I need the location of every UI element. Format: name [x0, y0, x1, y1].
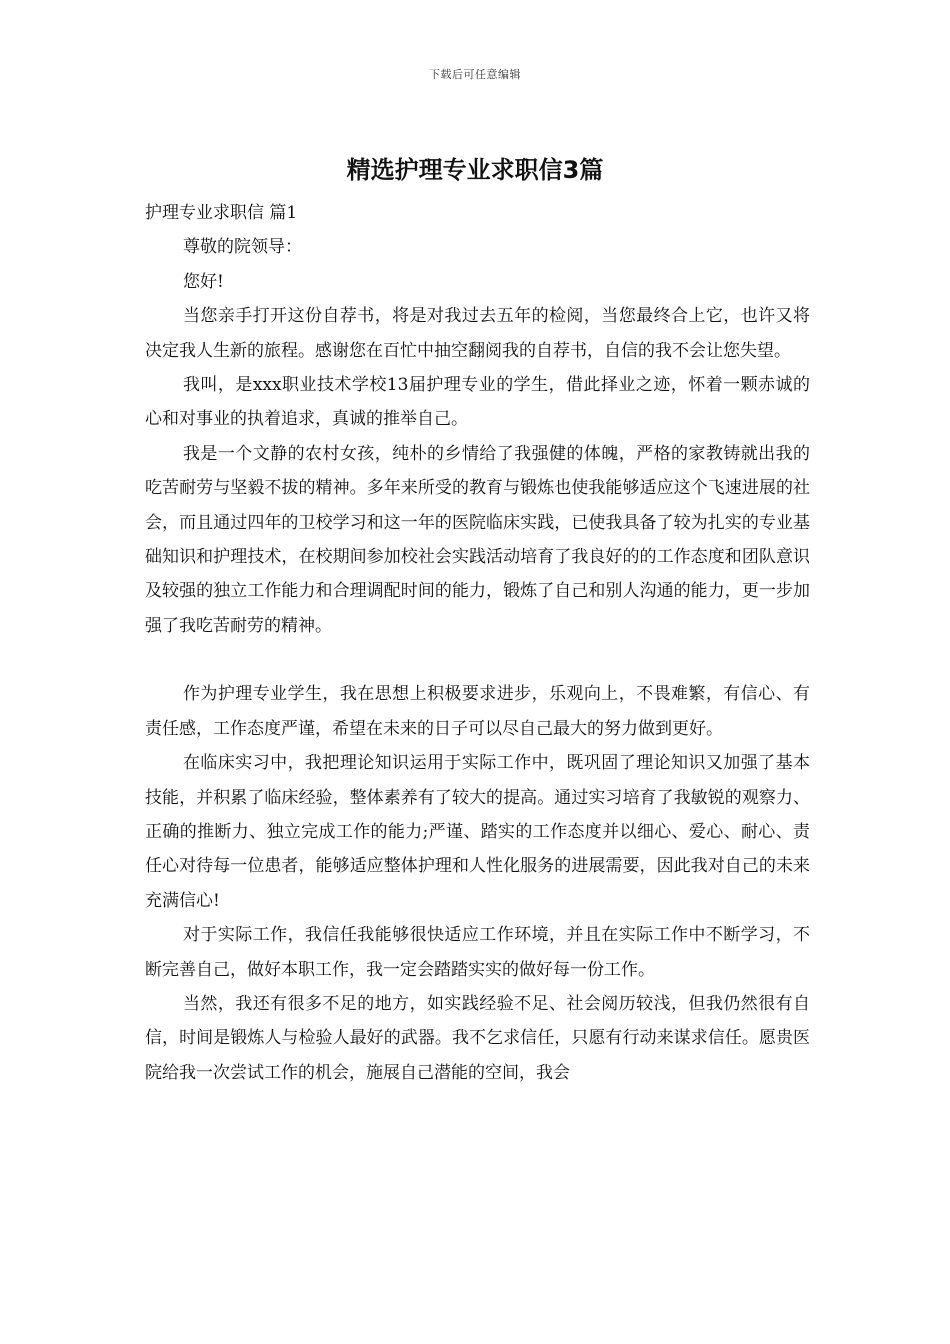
salutation: 尊敬的院领导： [183, 237, 302, 258]
body-paragraph: 对于实际工作，我信任我能够很快适应工作环境，并且在实际工作中不断学习，不断完善自己，做好本职工作，我一定会踏踏实实的做好每一份工作。 [145, 925, 810, 980]
body-paragraph: 在临床实习中，我把理论知识运用于实际工作中，既巩固了理论知识又加强了基本技能，并积累了临床经验，整体素养有了较大的提高。通过实习培育了我敏锐的观察力、正确的推断力、独立完成工作的能力;严谨、踏实的工作态度并以细心、爱心、耐心、责任心对待每一位患者，能够适应整体护理和人性化服务的进展需要，因此我对自己的未来充满信心! [145, 753, 810, 911]
header-note: 下载后可任意编辑 [429, 68, 521, 81]
document-title: 精选护理专业求职信3篇 [346, 156, 604, 184]
body-paragraph: 当然，我还有很多不足的地方，如实践经验不足、社会阅历较浅，但我仍然很有自信，时间是锻炼人与检验人最好的武器。我不乞求信任，只愿有行动来谋求信任。愿贵医院给我一次尝试工作的机会，施展自己潜能的空间，我会 [145, 993, 810, 1083]
section-subheading: 护理专业求职信 篇1 [145, 203, 298, 223]
body-paragraph: 我是一个文静的农村女孩，纯朴的乡情给了我强健的体魄，严格的家教铸就出我的吃苦耐劳与坚毅不拔的精神。多年来所受的教育与锻炼也使我能够适应这个飞速进展的社会，而且通过四年的卫校学习和这一年的医院临床实践，已使我具备了较为扎实的专业基础知识和护理技术，在校期间参加校社会实践活动培育了我良好的的工作态度和团队意识及较强的独立工作能力和合理调配时间的能力，锻炼了自己和别人沟通的能力，更一步加强了我吃苦耐劳的精神。 [145, 443, 810, 636]
document-body [145, 196, 810, 1090]
body-paragraph: 我叫，是xxx职业技术学校13届护理专业的学生，借此择业之迹，怀着一颗赤诚的心和对事业的执着追求，真诚的推举自己。 [145, 375, 810, 430]
paragraph-gap [145, 643, 810, 677]
body-paragraph: 当您亲手打开这份自荐书，将是对我过去五年的检阅，当您最终合上它，也许又将决定我人生新的旅程。感谢您在百忙中抽空翻阅我的自荐书，自信的我不会让您失望。 [145, 306, 810, 361]
greeting: 您好! [183, 271, 224, 292]
body-paragraph: 作为护理专业学生，我在思想上积极要求进步，乐观向上，不畏难繁，有信心、有责任感，工作态度严谨，希望在未来的日子可以尽自己最大的努力做到更好。 [145, 684, 810, 739]
